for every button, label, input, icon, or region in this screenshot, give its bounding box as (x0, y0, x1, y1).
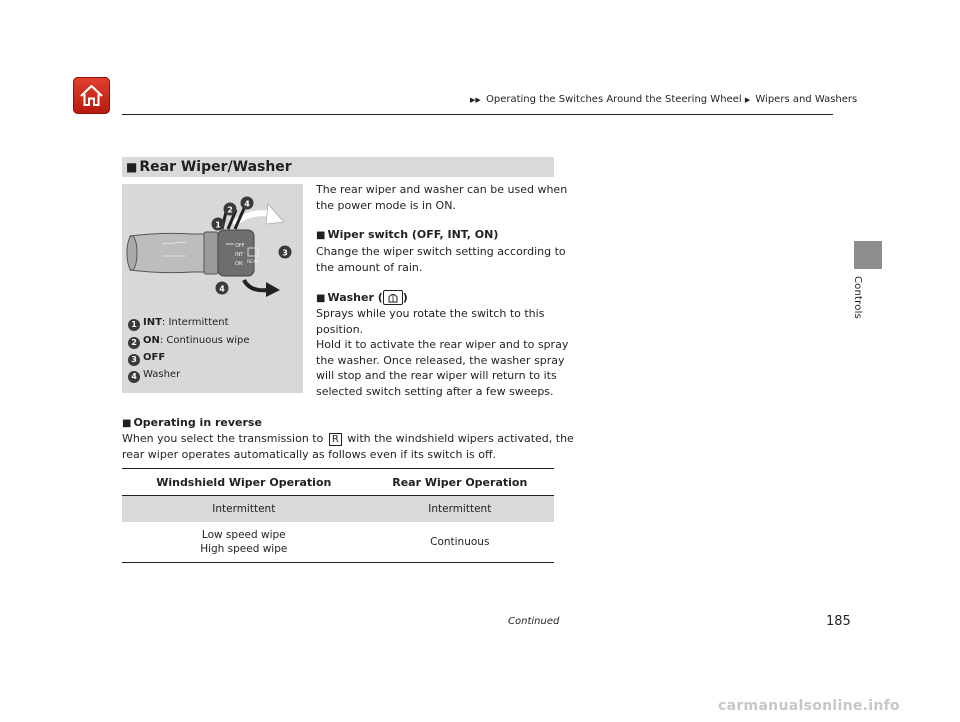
intro-paragraph: The rear wiper and washer can be used when the power mode is in ON. (316, 183, 568, 212)
breadcrumb-item[interactable]: Wipers and Washers (755, 94, 858, 105)
breadcrumb-item[interactable]: Operating the Switches Around the Steering Wheel (485, 94, 742, 105)
washer-paragraph: Sprays while you rotate the switch to this position. Hold it to activate the rear wiper and to spray the washer. Once released, the washer spray will stop and the rear wiper will return to its selected switch setting after a few sweeps. (316, 307, 569, 398)
legend-item: 3 OFF (128, 352, 165, 366)
gear-r-badge: R (329, 433, 342, 446)
callout-1 (212, 218, 225, 231)
switch-label-int: INT (235, 252, 244, 258)
section-title: ■ Rear Wiper/Washer (122, 157, 554, 177)
continued-label: Continued (508, 616, 560, 627)
header-divider (122, 114, 833, 115)
chapter-tab-label[interactable]: Controls (852, 276, 863, 319)
wiper-operation-table (122, 468, 554, 563)
section-square-icon: ■ (126, 160, 138, 174)
legend-item: 1 INT: Intermittent (128, 317, 229, 331)
switch-label-off: OFF (235, 243, 245, 249)
table-row: Intermittent Intermittent (122, 496, 554, 523)
home-icon (78, 82, 105, 109)
breadcrumb-arrow-icon: ▶▶ (470, 96, 481, 104)
legend-item: 2 ON: Continuous wipe (128, 335, 250, 349)
breadcrumb (470, 94, 857, 105)
page-number: 185 (826, 614, 851, 629)
switch-label-rear: REAR (247, 260, 260, 265)
svg-text:3: 3 (282, 248, 288, 258)
wiper-switch-heading: ■ Wiper switch (OFF, INT, ON) (316, 228, 499, 241)
callout-2 (224, 203, 237, 216)
home-button[interactable] (73, 77, 110, 114)
table-row: Low speed wipe High speed wipe Continuous (122, 522, 554, 563)
watermark: carmanualsonline.info (718, 698, 900, 714)
svg-text:1: 1 (215, 220, 221, 230)
wiper-switch-paragraph: Change the wiper switch setting according to the amount of rain. (316, 245, 566, 274)
wiper-lever-illustration (122, 184, 303, 314)
callout-3 (279, 246, 292, 259)
table-header: Rear Wiper Operation (366, 469, 554, 496)
washer-heading: ■ Washer ( ) (316, 291, 408, 304)
reverse-heading: ■ Operating in reverse (122, 416, 262, 429)
table-header: Windshield Wiper Operation (122, 469, 366, 496)
svg-text:2: 2 (227, 205, 233, 215)
breadcrumb-arrow-icon: ▶ (744, 96, 751, 104)
svg-text:4: 4 (244, 199, 250, 209)
callout-4-top (241, 197, 254, 210)
legend-item: 4 Washer (128, 369, 180, 383)
callout-4-bottom (216, 282, 229, 295)
svg-text:4: 4 (219, 284, 225, 294)
switch-label-on: ON (235, 261, 243, 267)
washer-icon (383, 290, 403, 305)
reverse-paragraph: When you select the transmission to R with the windshield wipers activated, the rear wiper operates automatically as follows even if its switch is off. (122, 432, 574, 461)
chapter-tab-marker[interactable] (854, 241, 882, 269)
